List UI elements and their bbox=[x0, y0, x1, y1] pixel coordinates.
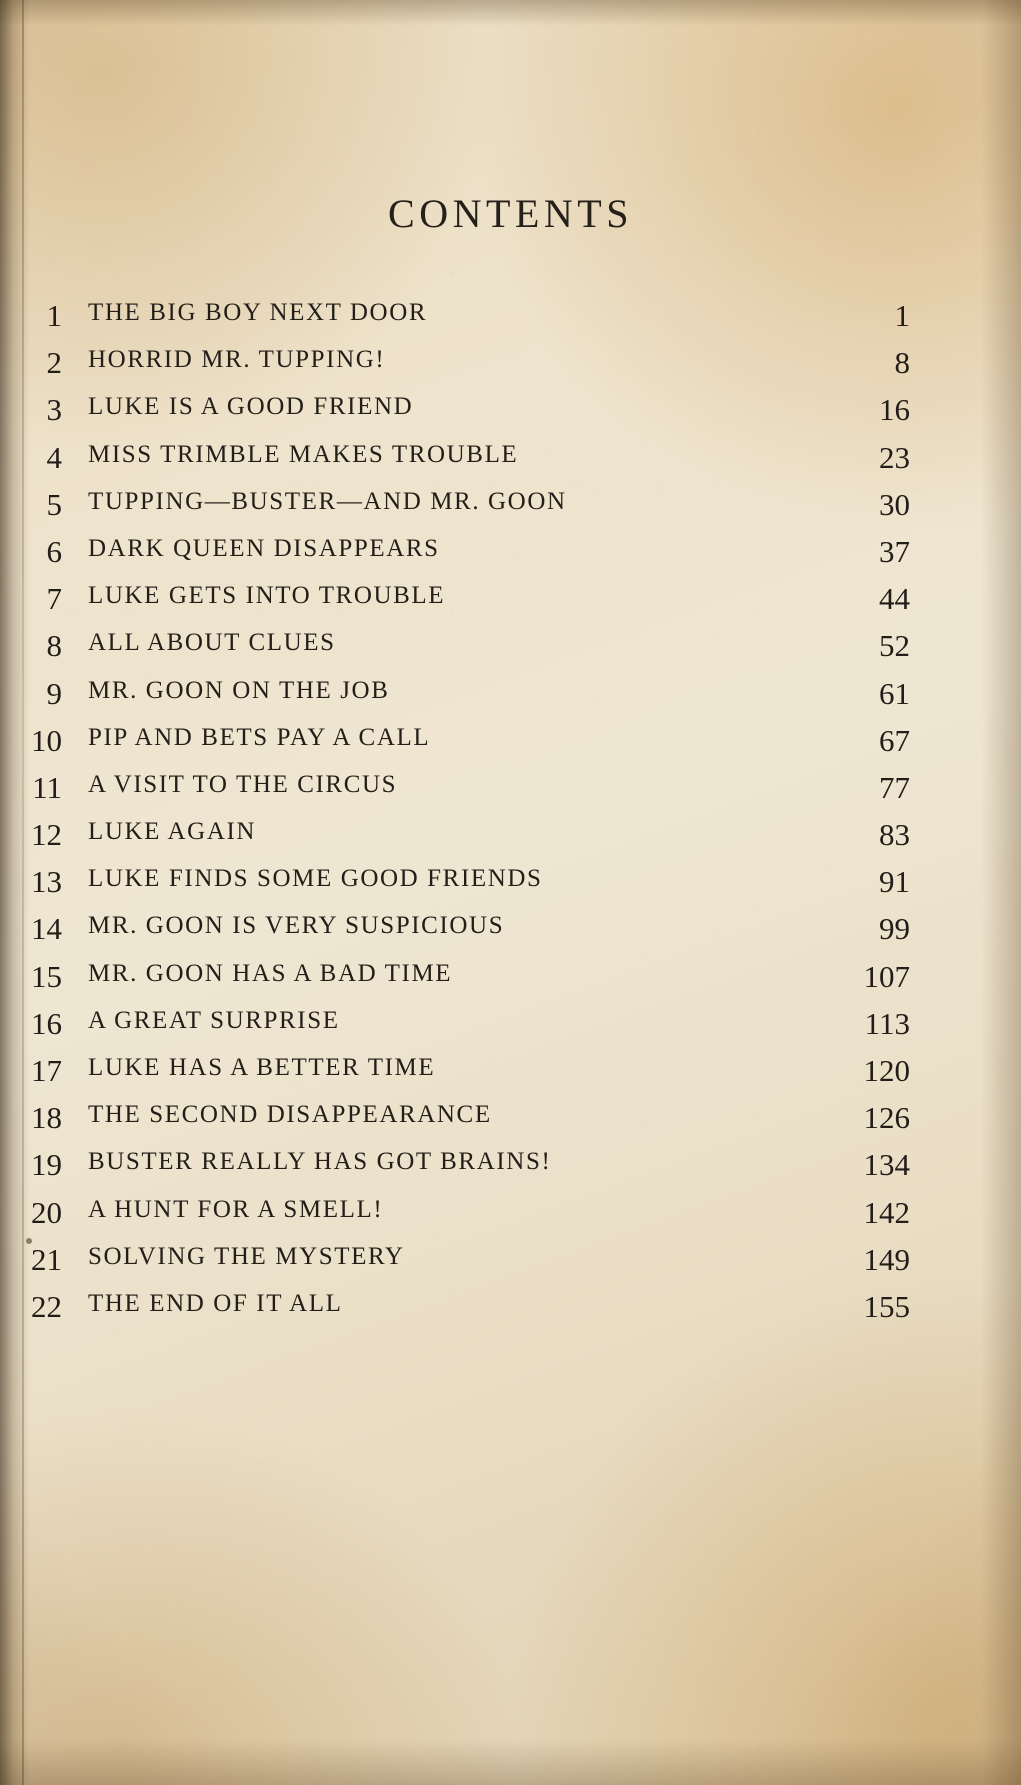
toc-chapter-number: 14 bbox=[31, 911, 62, 947]
toc-chapter-title: MR. GOON HAS A BAD TIME bbox=[88, 959, 453, 987]
toc-chapter-title: LUKE FINDS SOME GOOD FRIENDS bbox=[88, 865, 543, 893]
toc-chapter-number: 21 bbox=[31, 1241, 62, 1277]
toc-row[interactable] bbox=[0, 913, 1021, 960]
toc-row[interactable] bbox=[0, 1288, 1021, 1338]
toc-row[interactable] bbox=[0, 1149, 1021, 1196]
toc-chapter-title: THE BIG BOY NEXT DOOR bbox=[88, 299, 428, 326]
toc-chapter-title: BUSTER REALLY HAS GOT BRAINS! bbox=[88, 1148, 552, 1176]
toc-chapter-title: LUKE HAS A BETTER TIME bbox=[88, 1054, 436, 1081]
toc-chapter-number: 8 bbox=[46, 628, 62, 664]
toc-chapter-title: MR. GOON IS VERY SUSPICIOUS bbox=[88, 912, 505, 940]
toc-chapter-title: MR. GOON ON THE JOB bbox=[88, 676, 390, 704]
toc-page-number: 1 bbox=[894, 298, 910, 333]
toc-chapter-title: LUKE IS A GOOD FRIEND bbox=[88, 393, 414, 421]
toc-chapter-title: THE END OF IT ALL bbox=[88, 1289, 343, 1317]
toc-chapter-number: 6 bbox=[46, 533, 62, 569]
toc-row[interactable] bbox=[0, 533, 1021, 583]
paper-stray-mark bbox=[26, 1238, 32, 1244]
toc-chapter-number: 4 bbox=[46, 439, 62, 475]
toc-chapter-number: 16 bbox=[31, 1005, 62, 1041]
toc-chapter-title: A VISIT TO THE CIRCUS bbox=[88, 770, 398, 798]
toc-chapter-title: A GREAT SURPRISE bbox=[88, 1006, 340, 1034]
toc-chapter-number: 19 bbox=[31, 1147, 62, 1183]
toc-chapter-title: HORRID MR. TUPPING! bbox=[88, 346, 386, 374]
toc-row[interactable] bbox=[0, 347, 1021, 394]
toc-page-number: 91 bbox=[879, 864, 910, 900]
toc-chapter-number: 11 bbox=[32, 769, 62, 805]
toc-row[interactable] bbox=[0, 583, 1021, 630]
toc-page-number: 113 bbox=[864, 1005, 910, 1041]
toc-row[interactable] bbox=[0, 300, 1021, 347]
toc-chapter-number: 1 bbox=[46, 298, 62, 333]
toc-chapter-number: 3 bbox=[46, 392, 62, 428]
toc-page-number: 8 bbox=[894, 345, 910, 381]
toc-row[interactable] bbox=[0, 630, 1021, 677]
toc-page-number: 120 bbox=[863, 1053, 910, 1088]
toc-page-number: 44 bbox=[879, 581, 910, 617]
toc-page-number: 23 bbox=[879, 439, 910, 475]
toc-chapter-title: ALL ABOUT CLUES bbox=[88, 629, 336, 657]
toc-page-number: 107 bbox=[863, 958, 910, 994]
toc-page-number: 142 bbox=[863, 1194, 910, 1230]
toc-page-number: 155 bbox=[863, 1288, 910, 1324]
toc-chapter-title: THE SECOND DISAPPEARANCE bbox=[88, 1101, 492, 1129]
toc-chapter-number: 20 bbox=[31, 1194, 62, 1230]
toc-chapter-title: MISS TRIMBLE MAKES TROUBLE bbox=[88, 440, 519, 468]
toc-page-number: 16 bbox=[879, 392, 910, 428]
toc-page-number: 83 bbox=[879, 817, 910, 853]
toc-chapter-title: LUKE GETS INTO TROUBLE bbox=[88, 582, 446, 610]
toc-chapter-title: DARK QUEEN DISAPPEARS bbox=[88, 534, 440, 562]
toc-page-number: 67 bbox=[879, 722, 910, 758]
table-of-contents bbox=[0, 300, 1021, 1338]
toc-chapter-title: SOLVING THE MYSTERY bbox=[88, 1242, 405, 1270]
toc-chapter-number: 7 bbox=[46, 581, 62, 617]
toc-row[interactable] bbox=[0, 1241, 1021, 1291]
toc-row[interactable] bbox=[0, 1005, 1021, 1055]
toc-row[interactable] bbox=[0, 439, 1021, 489]
toc-page-number: 126 bbox=[863, 1100, 910, 1136]
toc-chapter-number: 22 bbox=[31, 1288, 62, 1324]
toc-chapter-number: 17 bbox=[31, 1053, 62, 1088]
toc-chapter-number: 18 bbox=[31, 1100, 62, 1136]
toc-row[interactable] bbox=[0, 866, 1021, 913]
toc-row[interactable] bbox=[0, 1055, 1021, 1102]
toc-chapter-number: 15 bbox=[31, 958, 62, 994]
toc-chapter-title: A HUNT FOR A SMELL! bbox=[88, 1195, 384, 1223]
toc-page-number: 37 bbox=[879, 533, 910, 569]
toc-row[interactable] bbox=[0, 1194, 1021, 1244]
toc-chapter-number: 12 bbox=[31, 817, 62, 853]
toc-row[interactable] bbox=[0, 769, 1021, 819]
toc-page-number: 99 bbox=[879, 911, 910, 947]
toc-page-number: 134 bbox=[863, 1147, 910, 1183]
toc-chapter-number: 9 bbox=[46, 675, 62, 711]
toc-row[interactable] bbox=[0, 819, 1021, 866]
toc-chapter-number: 10 bbox=[31, 722, 62, 758]
toc-row[interactable] bbox=[0, 958, 1021, 1008]
toc-row[interactable] bbox=[0, 675, 1021, 725]
toc-row[interactable] bbox=[0, 486, 1021, 536]
toc-page-number: 149 bbox=[863, 1241, 910, 1277]
page-title: CONTENTS bbox=[388, 191, 633, 236]
toc-row[interactable] bbox=[0, 722, 1021, 772]
toc-page-number: 52 bbox=[879, 628, 910, 664]
toc-row[interactable] bbox=[0, 1102, 1021, 1149]
toc-page-number: 77 bbox=[879, 769, 910, 805]
toc-row[interactable] bbox=[0, 394, 1021, 441]
toc-chapter-title: PIP AND BETS PAY A CALL bbox=[88, 723, 431, 751]
toc-chapter-title: TUPPING—BUSTER—AND MR. GOON bbox=[88, 487, 567, 515]
toc-chapter-number: 2 bbox=[46, 345, 62, 381]
toc-chapter-number: 5 bbox=[46, 486, 62, 522]
toc-page-number: 30 bbox=[879, 486, 910, 522]
toc-chapter-number: 13 bbox=[31, 864, 62, 900]
toc-chapter-title: LUKE AGAIN bbox=[88, 818, 257, 846]
toc-page-number: 61 bbox=[879, 675, 910, 711]
